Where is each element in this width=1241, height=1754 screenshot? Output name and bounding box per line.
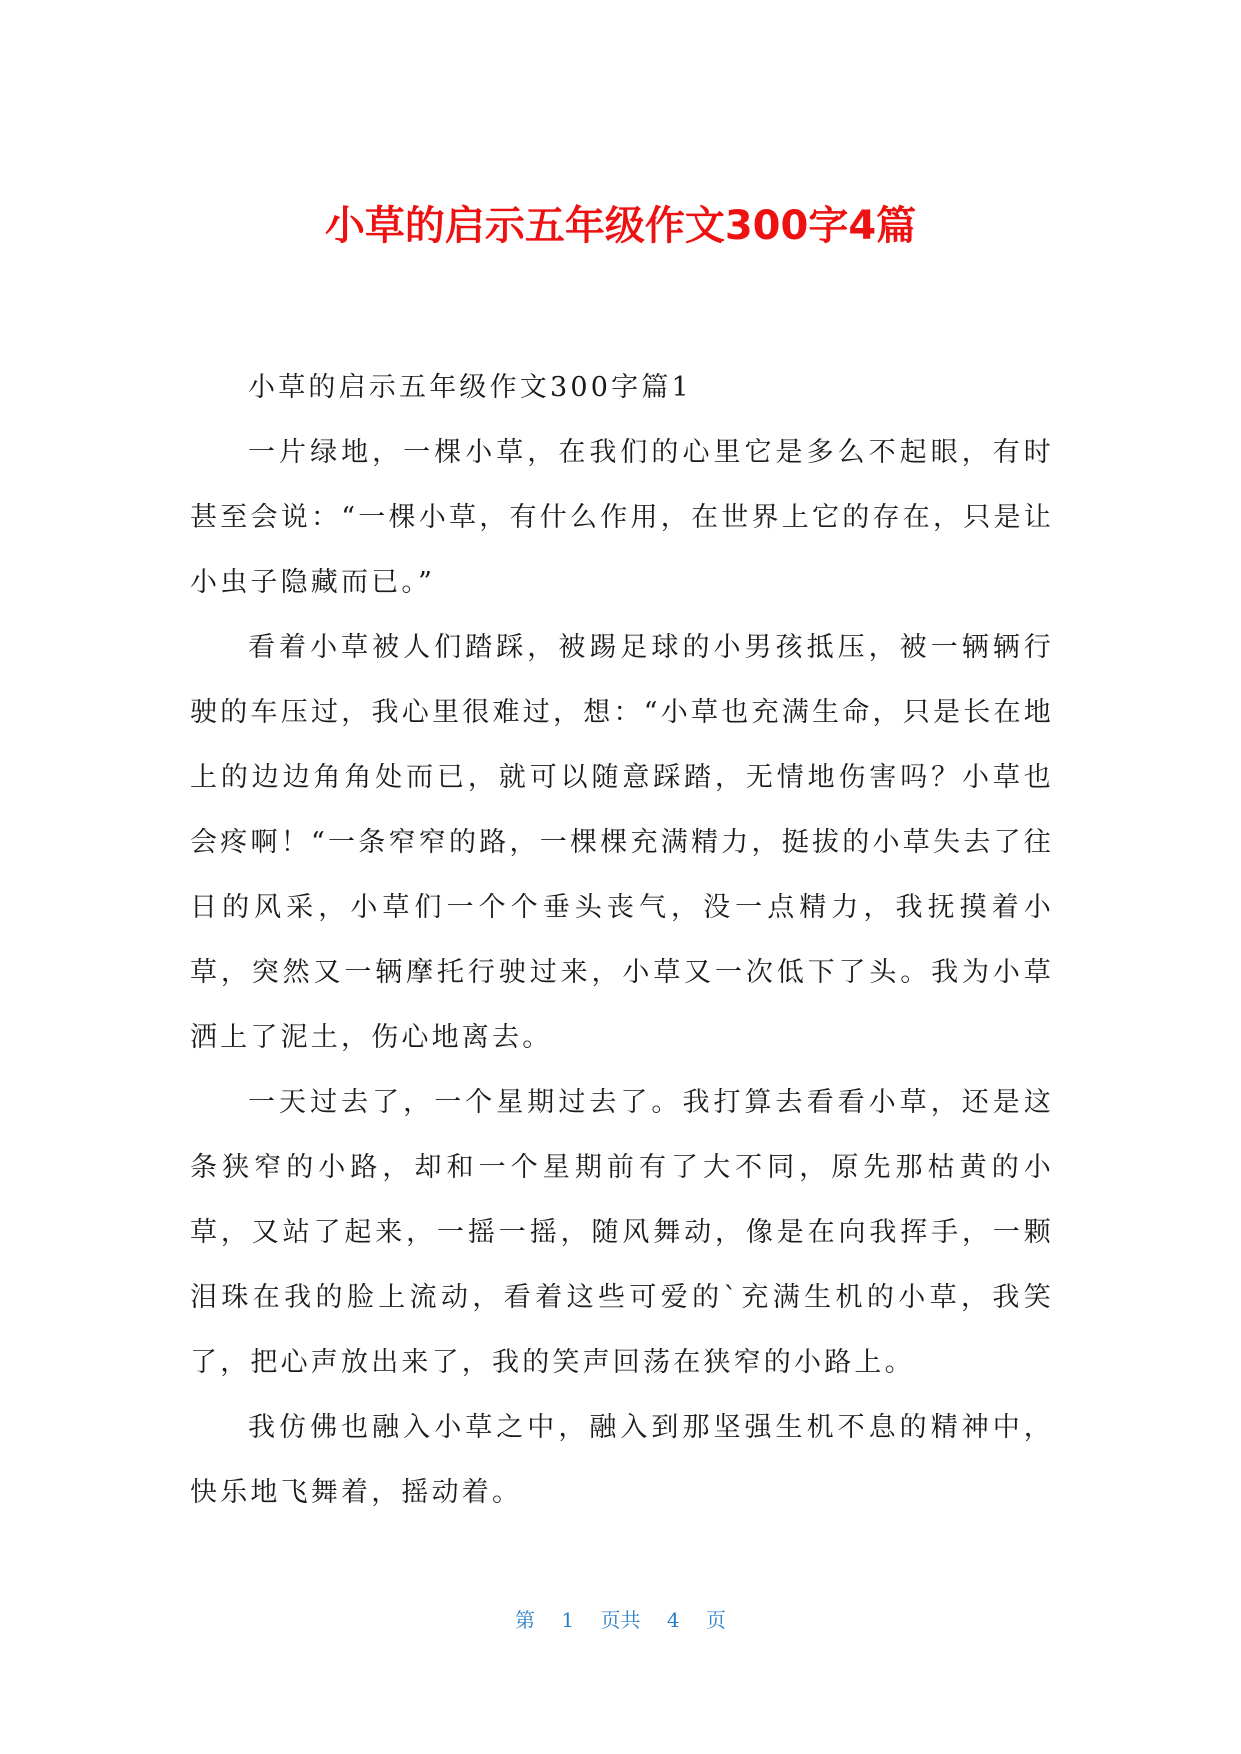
footer-prefix: 第 [515, 1608, 536, 1632]
page-footer [0, 1604, 1241, 1633]
footer-page-total: 4 [666, 1608, 680, 1632]
document-body [190, 355, 1054, 1525]
footer-suffix: 页 [705, 1608, 726, 1632]
footer-middle: 页共 [600, 1608, 641, 1632]
paragraph-4: 我仿佛也融入小草之中，融入到那坚强生机不息的精神中，快乐地飞舞着，摇动着。 [190, 1412, 1054, 1508]
document-title: 小草的启示五年级作文300字4篇 [324, 203, 917, 249]
paragraph-1: 一片绿地，一棵小草，在我们的心里它是多么不起眼，有时甚至会说：“一棵小草，有什么作用，在世界上它的存在，只是让小虫子隐藏而已。” [190, 437, 1054, 598]
paragraph-2: 看着小草被人们踏踩，被踢足球的小男孩抵压，被一辆辆行驶的车压过，我心里很难过，想：“小草也充满生命，只是长在地上的边边角角处而已，就可以随意踩踏，无情地伤害吗？小草也会疼啊！“一条窄窄的路，一棵棵充满精力，挺拔的小草失去了往日的风采，小草们一个个垂头丧气，没一点精力，我抚摸着小草，突然又一辆摩托行驶过来，小草又一次低下了头。我为小草洒上了泥土，伤心地离去。 [190, 632, 1054, 1053]
section-heading: 小草的启示五年级作文300字篇1 [248, 372, 692, 403]
footer-page-number: 1 [561, 1608, 575, 1632]
paragraph-3: 一天过去了，一个星期过去了。我打算去看看小草，还是这条狭窄的小路，却和一个星期前有了大不同，原先那枯黄的小草，又站了起来，一摇一摇，随风舞动，像是在向我挥手，一颗泪珠在我的脸上流动，看着这些可爱的`充满生机的小草，我笑了，把心声放出来了，我的笑声回荡在狭窄的小路上。 [190, 1087, 1054, 1378]
